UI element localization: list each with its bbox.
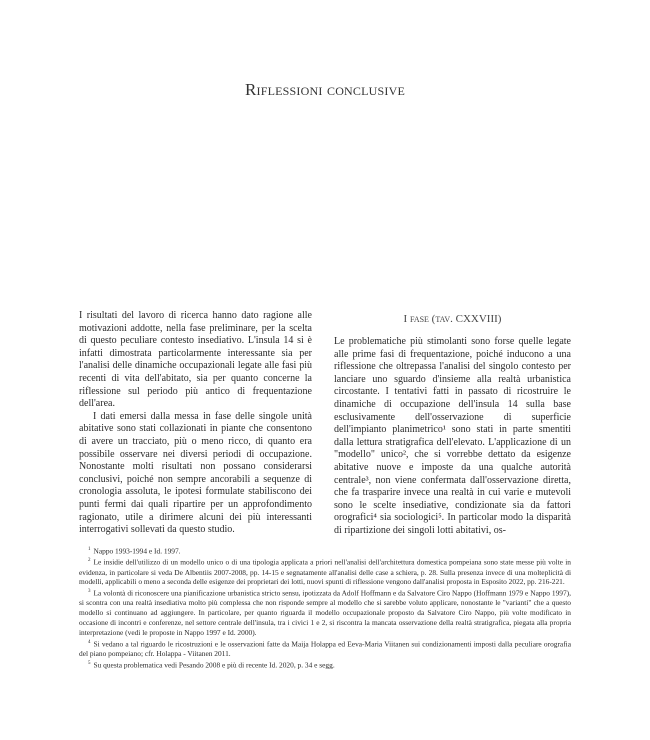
right-column xyxy=(334,336,571,538)
footnote xyxy=(79,659,571,670)
footnote-text: Si vedano a tal riguardo le ricostruzioni e le osservazioni fatte da Maija Holappa ed Eeva-Maria Viitanen sui condizionamenti imposti dalla peculiare orografia del piano pompeiano; cfr. Holappa - Viitanen 2011. xyxy=(79,639,571,658)
footnote xyxy=(79,638,571,659)
footnote-number: 4 xyxy=(88,639,91,645)
section-heading: I fase (tav. CXXVIII) xyxy=(403,313,502,325)
paragraph: I dati emersi dalla messa in fase delle singole unità abitative sono stati collazionati in piante che consentono di avere un tracciato, più o meno ricco, di quanto era possibile osservare nei diversi periodi di occupazione. Nonostante molti risultati non possano considerarsi conclusivi, poiché non sempre ancorabili a sequenze di cronologia assoluta, le ipotesi formulate stabiliscono dei punti fermi dai quali ripartire per un approfondimento ragionato, utile a dirimere alcuni dei più interessanti interrogativi sollevati da questo studio. xyxy=(79,410,312,536)
footnote-text: La volontà di riconoscere una pianificazione urbanistica stricto sensu, ipotizzata da Adolf Hoffmann e da Salvatore Ciro Nappo (Hoffmann 1979 e Nappo 1997), si scontra con una realtà insediativa molto più complessa che non risponde sempre al modello che si sarebbe voluto applicare, nonostante le "varianti" che a questo modello si continuano ad aggiungere. In particolare, per quanto riguarda il modello occupazionale proposto da Salvatore Ciro Nappo, più volte modificato in occasione di incontri e conferenze, nel settore centrale dell'insula, tra i civici 1 e 2, si riscontra la mancata osservazione della realtà stratigrafica, piegata alla propria interpretazione (vedi le proposte in Nappo 1997 e Id. 2000). xyxy=(79,588,571,637)
paragraph: Le problematiche più stimolanti sono forse quelle legate alle prime fasi di frequentazione, poiché inducono a una riflessione che oltrepassa l'analisi del singolo contesto per lanciare uno sguardo d'insieme alla realtà urbanistica circostante. I tentativi fatti in passato di ricostruire le dinamiche di occupazione dell'insula 14 sulla base esclusivamente dell'osservazione di superficie dell'impianto planimetrico¹ sono stati in parte smentiti dalla lettura stratigrafica dell'elevato. L'applicazione di un "modello" unico², che si vorrebbe dettato da esigenze abitative nuove e imposte da una qualche autorità centrale³, non viene confermata dall'osservazione diretta, che fa trasparire invece una realtà in cui varie e mutevoli sono le scelte insediative, condizionate sia da fattori orografici⁴ sia sociologici⁵. In particolar modo la disparità di ripartizione dei singoli lotti abitativi, os- xyxy=(334,336,571,536)
footnote-number: 3 xyxy=(88,589,91,595)
left-column xyxy=(79,310,312,537)
footnote xyxy=(79,545,571,556)
footnote-number: 2 xyxy=(88,558,91,564)
footnote-number: 5 xyxy=(88,660,91,666)
footnote-text: Nappo 1993-1994 e Id. 1997. xyxy=(93,546,181,556)
footnote-text: Su questa problematica vedi Pesando 2008 e più di recente Id. 2020, p. 34 e segg. xyxy=(93,660,335,670)
footnote xyxy=(79,556,571,587)
page-title: Riflessioni conclusive xyxy=(245,80,405,99)
footnotes xyxy=(79,545,571,670)
footnote-text: Le insidie dell'utilizzo di un modello unico o di una tipologia applicata a priori nell'analisi dell'architettura domestica pompeiana sono state messe più volte in evidenza, in particolare si veda De Albentiis 2007-2008, pp. 14-15 e segnatamente all'analisi delle case a schiera, p. 28. Sulla presenza invece di una molteplicità di modelli, applicabili o meno a seconda delle esigenze dei proprietari dei lotti, nuovi spunti di riflessione vengono dall'analisi proposta in Esposito 2022, pp. 216-221. xyxy=(79,557,571,587)
footnote xyxy=(79,587,571,637)
footnote-number: 1 xyxy=(88,547,91,552)
paragraph: I risultati del lavoro di ricerca hanno dato ragione alle motivazioni addotte, nella fase preliminare, per la scelta di questo peculiare contesto insediativo. L'insula 14 si è infatti dimostrata particolarmente interessante sia per l'analisi delle dinamiche occupazionali legate alle fasi più recenti di vita dell'abitato, sia per quanto concerne la riflessione sul periodo più antico di frequentazione dell'area. xyxy=(79,310,312,410)
